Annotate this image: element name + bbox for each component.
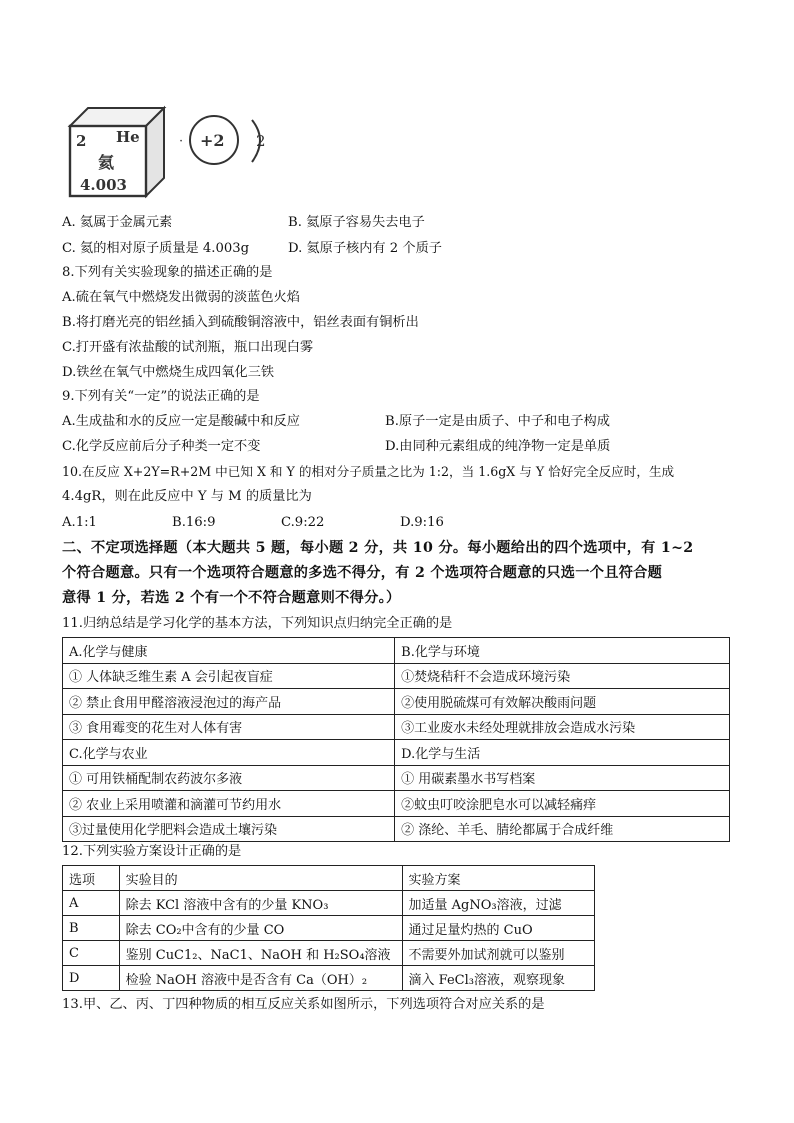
q11-cell: B.化学与环境 [395, 638, 730, 664]
q12-cell: 鉴别 CuC1₂、NaC1、NaOH 和 H₂SO₄溶液 [119, 941, 402, 966]
q8-option-b: B.将打磨光亮的铝丝插入到硫酸铜溶液中，铝丝表面有铜析出 [62, 315, 419, 330]
element-name: 氦 [98, 153, 115, 172]
helium-figure [66, 96, 286, 206]
q9-option-a: A.生成盐和水的反应一定是酸碱中和反应 [62, 414, 300, 429]
q12-cell: 滴入 FeCl₃溶液，观察现象 [402, 966, 595, 991]
q12-header-option: 选项 [63, 866, 120, 891]
q12-header-plan: 实验方案 [402, 866, 595, 891]
q11-cell: D.化学与生活 [395, 740, 730, 766]
q10-option-b: B.16:9 [172, 515, 216, 530]
q11-cell: ② 涤纶、羊毛、腈纶都属于合成纤维 [395, 816, 730, 842]
element-number: 2 [76, 132, 87, 150]
q9-option-c: C.化学反应前后分子种类一定不变 [62, 439, 261, 454]
q11-cell: ③工业废水未经处理就排放会造成水污染 [395, 714, 730, 740]
q11-cell: ① 用碳素墨水书写档案 [395, 765, 730, 791]
section2-header-line3: 意得 1 分，若选 2 个有一个不符合题意则不得分。） [62, 590, 401, 606]
q12-cell: A [63, 891, 120, 916]
q11-cell: ③ 食用霉变的花生对人体有害 [63, 714, 395, 740]
q10-option-a: A.1:1 [62, 515, 97, 530]
helium-diagram [66, 96, 286, 206]
q9-option-b: B.原子一定是由质子、中子和电子构成 [385, 414, 610, 429]
q8-stem: 8.下列有关实验现象的描述正确的是 [62, 265, 273, 280]
q11-cell: ② 农业上采用喷灌和滴灌可节约用水 [63, 791, 395, 817]
q10-option-d: D.9:16 [400, 515, 444, 530]
q10-stem-line1: 10.在反应 X+2Y=R+2M 中已知 X 和 Y 的相对分子质量之比为 1:2，当 1.6gX 与 Y 恰好完全反应时，生成 [62, 464, 675, 479]
q12-cell: 不需要外加试剂就可以鉴别 [402, 941, 595, 966]
q7-option-a: A. 氦属于金属元素 [62, 215, 173, 230]
q13-stem: 13.甲、乙、丙、丁四种物质的相互反应关系如图所示，下列选项符合对应关系的是 [62, 997, 545, 1012]
q7-option-d: D. 氦原子核内有 2 个质子 [288, 241, 442, 256]
q12-cell: 除去 CO₂中含有的少量 CO [119, 916, 402, 941]
q10-option-c: C.9:22 [281, 515, 325, 530]
element-symbol: He [116, 128, 140, 146]
q11-cell: ③过量使用化学肥料会造成土壤污染 [63, 816, 395, 842]
q11-cell: ②使用脱硫煤可有效解决酸雨问题 [395, 689, 730, 715]
q8-option-c: C.打开盛有浓盐酸的试剂瓶，瓶口出现白雾 [62, 340, 314, 355]
q11-table [62, 637, 730, 842]
element-mass: 4.003 [80, 176, 127, 194]
q12-cell: B [63, 916, 120, 941]
q11-stem: 11.归纳总结是学习化学的基本方法，下列知识点归纳完全正确的是 [62, 616, 453, 631]
q11-cell: ① 可用铁桶配制农药波尔多液 [63, 765, 395, 791]
q8-option-d: D.铁丝在氧气中燃烧生成四氧化三铁 [62, 365, 275, 380]
q12-cell: 检验 NaOH 溶液中是否含有 Ca（OH）₂ [119, 966, 402, 991]
q12-stem: 12.下列实验方案设计正确的是 [62, 844, 242, 859]
nucleus-charge: +2 [200, 131, 225, 150]
q12-header-purpose: 实验目的 [119, 866, 402, 891]
q9-option-d: D.由同种元素组成的纯净物一定是单质 [385, 439, 611, 454]
q7-option-b: B. 氦原子容易失去电子 [288, 215, 425, 230]
q11-cell: C.化学与农业 [63, 740, 395, 766]
q12-cell: D [63, 966, 120, 991]
q12-cell: C [63, 941, 120, 966]
section2-header-line2: 个符合题意。只有一个选项符合题意的多选不得分，有 2 个选项符合题意的只选一个且符合题 [62, 565, 663, 581]
q9-stem: 9.下列有关“一定”的说法正确的是 [62, 389, 260, 404]
q7-option-c: C. 氦的相对原子质量是 4.003g [62, 241, 250, 256]
q11-cell: ①焚烧秸秆不会造成环境污染 [395, 663, 730, 689]
electron-count: 2 [256, 132, 266, 150]
q11-cell: ② 禁止食用甲醛溶液浸泡过的海产品 [63, 689, 395, 715]
q11-cell: ① 人体缺乏维生素 A 会引起夜盲症 [63, 663, 395, 689]
section2-header-line1: 二、不定项选择题（本大题共 5 题，每小题 2 分，共 10 分。每小题给出的四个选项中，有 1~2 [62, 540, 694, 556]
q8-option-a: A.硫在氧气中燃烧发出微弱的淡蓝色火焰 [62, 290, 300, 305]
q12-cell: 加适量 AgNO₃溶液，过滤 [402, 891, 595, 916]
q12-cell: 通过足量灼热的 CuO [402, 916, 595, 941]
q10-stem-line2: 4.4gR，则在此反应中 Y 与 M 的质量比为 [62, 489, 312, 504]
q12-table [62, 865, 595, 991]
q11-cell: ②蚊虫叮咬涂肥皂水可以减轻痛痒 [395, 791, 730, 817]
svg-text:·: · [179, 134, 184, 149]
q12-cell: 除去 KCl 溶液中含有的少量 KNO₃ [119, 891, 402, 916]
q11-cell: A.化学与健康 [63, 638, 395, 664]
